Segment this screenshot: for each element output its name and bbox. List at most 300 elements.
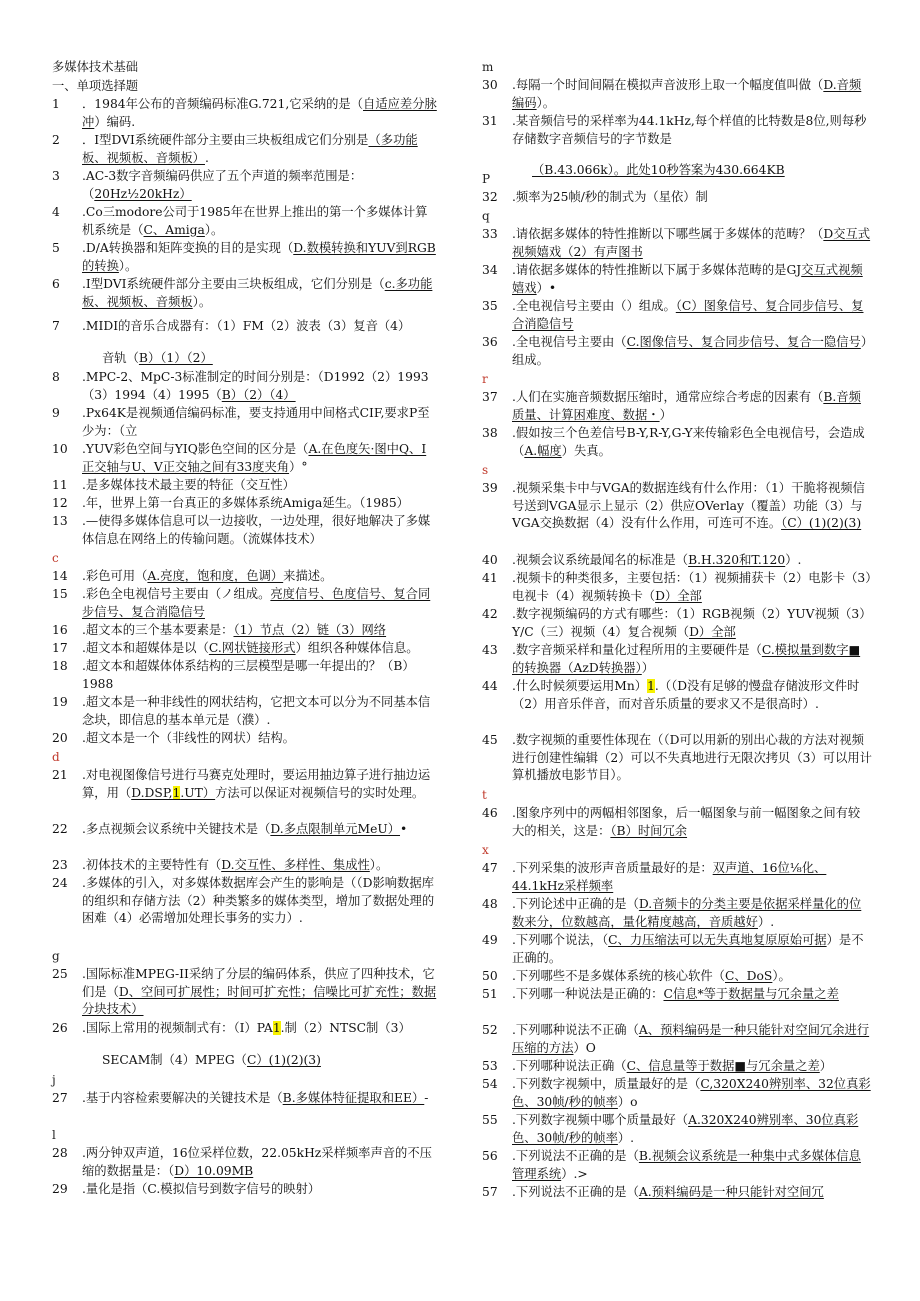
question-body — [82, 1090, 438, 1108]
question-number: 3 — [52, 169, 60, 183]
question-text: .AC-3数字音频编码供应了五个声道的频率范围是：（ — [82, 169, 363, 201]
question-number: 40 — [482, 553, 498, 567]
question-text: .多点视频会议系统中关键技术是（ — [82, 822, 271, 836]
question-body — [82, 694, 438, 729]
question-text: .超文本和超媒体是以（ — [82, 641, 209, 655]
question-body — [512, 1148, 872, 1183]
answer-text: 亮度信号、色度信号、复合同步信号、复合消隐信号 — [82, 587, 431, 619]
answer-text: （C）图象信号、复合同步信号、复合消隐信号 — [512, 299, 864, 331]
answer-text: 双声道、16位⅛化、44.1kHz采样频率 — [512, 861, 827, 893]
question-body — [82, 1145, 438, 1180]
index-letter: x — [482, 843, 489, 857]
answer-text: （B）时间冗余 — [610, 823, 688, 838]
question-body — [82, 405, 438, 440]
question-text: .视频会议系统最闻名的标准是（ — [512, 553, 689, 567]
question-number: 4 — [52, 205, 60, 219]
question-item — [482, 642, 872, 678]
question-item — [52, 477, 438, 495]
question-item — [52, 694, 438, 730]
question-number: 54 — [482, 1077, 498, 1091]
question-number: 24 — [52, 876, 68, 890]
question-body — [512, 1058, 872, 1076]
question-number: 32 — [482, 190, 498, 204]
question-item — [52, 658, 438, 694]
index-letter: m — [482, 60, 494, 74]
answer-text: D.音频编码 — [512, 78, 862, 110]
index-letter: q — [482, 209, 490, 223]
question-text: .基于内容检索要解决的关键技术是（ — [82, 1091, 283, 1105]
question-item — [52, 821, 438, 857]
question-item — [52, 204, 438, 240]
question-text: .Co三modore公司于1985年在世界上推出的第一个多媒体计算机系统是（ — [82, 205, 428, 237]
question-item — [52, 495, 438, 513]
answer-text: D.交互性、多样性、集成性 — [221, 858, 370, 872]
question-item — [52, 586, 438, 622]
question-text: ）O — [573, 1040, 596, 1055]
question-text: .初体技术的主要特性有（ — [82, 858, 222, 872]
question-text: - — [424, 1091, 429, 1105]
question-item — [52, 132, 438, 168]
answer-text: .UT） — [180, 785, 216, 800]
question-number: 5 — [52, 241, 60, 255]
question-text: ）. — [785, 553, 802, 567]
question-number: 22 — [52, 822, 68, 836]
question-body — [512, 642, 872, 677]
question-number: 36 — [482, 335, 498, 349]
question-item — [482, 805, 872, 841]
answer-text: A.预料编码是一种只能针对空间冗 — [638, 1185, 824, 1199]
question-item — [482, 262, 872, 298]
question-body — [82, 658, 438, 693]
answer-text: D.音频卡的分类主要是依据采样量化的位数来分，位数越高，量化精度越高，音质越好 — [512, 897, 862, 929]
question-number: 45 — [482, 733, 498, 747]
question-body — [82, 369, 438, 404]
question-body — [512, 425, 872, 460]
question-text: .下列哪种说法正确（ — [512, 1059, 627, 1073]
index-letter: g — [52, 949, 60, 963]
question-text: ） — [659, 407, 672, 422]
answer-text: C、Amiga — [143, 222, 205, 237]
question-body — [512, 262, 872, 297]
question-item — [482, 1112, 872, 1148]
question-number: 37 — [482, 390, 498, 404]
question-text: ）. — [757, 914, 775, 929]
question-number: 49 — [482, 933, 498, 947]
question-body — [512, 389, 872, 424]
question-item — [52, 369, 438, 405]
answer-text: A.320X240辨别率、30位真彩色、30帧/秒的帧率 — [512, 1113, 859, 1145]
question-item — [482, 77, 872, 113]
question-text: .两分钟双声道，16位采样位数，22.05kHz采样频率声音的不压缩的数据量是：（ — [82, 1146, 432, 1178]
question-item — [52, 168, 438, 204]
question-text: .图象序列中的两幅相邻图象，后一幅图象与前一幅图象之间有较大的相关，这是： — [512, 806, 861, 838]
question-text: .人们在实施音频数据压缩时，通常应综合考虑的因素有（ — [512, 390, 824, 404]
document-title: 多媒体技术基础 — [52, 60, 139, 74]
question-text: .什么时候须要运用Mn） — [512, 679, 648, 693]
question-number: 53 — [482, 1059, 498, 1073]
question-text: ）.> — [561, 1166, 588, 1181]
question-text: .假如按三个色差信号B-Y,R-Y,G-Y来传输彩色全电视信号，会造成（ — [512, 426, 865, 458]
question-item — [482, 552, 872, 570]
question-body — [512, 298, 872, 333]
question-body — [512, 805, 872, 840]
answer-text: C.图像信号、复合同步信号、复合一隐信号 — [626, 335, 861, 349]
question-item — [52, 568, 438, 586]
answer-text: D）10.09MB — [174, 1163, 254, 1178]
question-text: SECAM制（4）MPEG（ — [102, 1052, 247, 1067]
question-text: .多媒体的引入，对多媒体数据库会产生的影响是（（D影响数据库的组织和存储方法（2）种类繁多的媒体类型，增加了数据处理的困难（4）必需增加处理长事务的实力）. — [82, 876, 435, 925]
question-text: .超文本和超媒体体系结构的三层模型是哪一年提出的？（B）1988 — [82, 659, 415, 691]
section-heading: 一、单项选择题 — [52, 79, 139, 93]
question-number: 55 — [482, 1113, 498, 1127]
question-body — [512, 1022, 872, 1057]
question-text: ） — [819, 1059, 833, 1073]
answer-text: C、信息量等于数据■与冗余量之差 — [626, 1059, 820, 1073]
question-body — [512, 606, 872, 641]
question-number: 33 — [482, 227, 498, 241]
question-body — [82, 318, 438, 336]
question-text: .D/A转换器和矩阵变换的目的是实现（ — [82, 241, 294, 255]
question-body-continued — [82, 1052, 438, 1070]
question-number: 12 — [52, 496, 68, 510]
question-body — [512, 226, 872, 261]
question-body — [512, 189, 872, 207]
question-text: .请依据多媒体的特性推断以下属于多媒体范畴的是GJ — [512, 263, 802, 277]
index-letter: c — [52, 551, 59, 565]
question-text: .全电视信号主要由（ — [512, 335, 627, 349]
question-number: 25 — [52, 967, 68, 981]
answer-text: B.H.320和T.120 — [688, 553, 786, 567]
answer-text: （多功能板、视频板、音频板） — [82, 133, 418, 165]
answer-text: D、空间可扩展性；时间可扩充性；信噪比可扩充性；数据分块技术） — [82, 984, 437, 1016]
question-text: 音轨（ — [102, 350, 139, 365]
question-number: 57 — [482, 1185, 498, 1199]
question-text: .MIDI的音乐合成器有：（1）FM（2）波表（3）复音（4） — [82, 319, 411, 333]
question-text: ）。 — [118, 258, 138, 273]
question-text: .下列哪个说法，（ — [512, 933, 609, 947]
answer-text: 交互式视频嬉戏 — [512, 263, 863, 295]
question-text: ）° — [289, 459, 308, 474]
question-item — [52, 857, 438, 875]
right-column — [482, 58, 872, 1202]
question-text: .年，世界上第一台真正的多媒体系统Amiga延生。（1985） — [82, 496, 409, 510]
question-text: ）失真。 — [561, 443, 611, 458]
question-body — [82, 640, 438, 658]
question-body — [82, 966, 438, 1019]
question-body-continued — [512, 162, 872, 180]
question-body — [512, 1076, 872, 1111]
question-number: 42 — [482, 607, 498, 621]
question-body — [82, 441, 438, 476]
question-item — [52, 240, 438, 276]
question-number: 10 — [52, 442, 68, 456]
question-item — [52, 513, 438, 549]
left-column — [52, 58, 438, 1199]
question-text: .下列哪些不是多媒体系统的核心软件（ — [512, 969, 725, 983]
question-number: 23 — [52, 858, 68, 872]
question-text: .MPC-2、MpC-3标准制定的时间分别是：（D1992（2）1993（3）1994（4）1995（ — [82, 370, 429, 402]
answer-text: C,320X240辨别率、32位真彩色、30帧/秒的帧率 — [512, 1077, 871, 1109]
question-body — [82, 96, 438, 131]
index-letter: t — [482, 788, 487, 802]
question-item — [482, 389, 872, 425]
question-item — [482, 732, 872, 786]
answer-text: C、DoS — [724, 969, 773, 983]
index-letter: l — [52, 1128, 56, 1142]
question-number: 19 — [52, 695, 68, 709]
question-text: .下列哪种说法不正确（ — [512, 1023, 639, 1037]
question-body — [82, 622, 438, 640]
question-text: ）是不正确的。 — [512, 933, 864, 965]
question-body — [82, 857, 438, 875]
answer-text: （1）节点（2）链（3）网络 — [233, 623, 387, 637]
question-number: 56 — [482, 1149, 498, 1163]
question-item — [482, 896, 872, 932]
question-text: .下列数字视频中，质量最好的是（ — [512, 1077, 701, 1091]
question-number: 20 — [52, 731, 68, 745]
answer-text: D）全部 — [655, 588, 702, 603]
answer-text: A.亮度，饱和度，色调） — [147, 569, 284, 583]
question-item — [482, 480, 872, 552]
question-item — [52, 622, 438, 640]
question-text: .YUV彩色空间与YIQ影色空间的区分是（ — [82, 442, 309, 456]
question-text: ）。 — [772, 969, 791, 983]
index-letter: d — [52, 750, 60, 764]
question-item — [52, 1020, 438, 1071]
question-body — [82, 495, 438, 513]
question-text: .制（2）NTSC制（3） — [280, 1021, 411, 1035]
question-item — [482, 860, 872, 896]
question-body — [512, 113, 872, 148]
question-item — [482, 986, 872, 1022]
question-text: . — [204, 150, 209, 165]
answer-text: D.数模转换和YUV到RGB的转换 — [82, 241, 436, 273]
question-item — [52, 1090, 438, 1126]
question-text: ）组成。 — [512, 335, 867, 367]
question-body — [82, 568, 438, 586]
question-text: .对电视图像信号进行马赛克处理时，要运用抽边算子进行抽边运算，用（ — [82, 768, 431, 800]
question-body — [512, 968, 872, 986]
question-body — [82, 875, 438, 928]
question-number: 15 — [52, 587, 68, 601]
question-item — [52, 276, 438, 318]
question-text: .数字视频编码的方式有哪些：（1）RGB视频（2）YUV视频（3）Y/C（三）视频（4）复合视频（ — [512, 607, 872, 639]
question-text: .数字视频的重要性体现在（（D可以用新的别出心裁的方法对视频进行创建性编辑（2）可以不失真地进行无限次拷贝（3）可以用计算机播放电影节目）。 — [512, 733, 872, 782]
question-number: 31 — [482, 114, 498, 128]
question-body — [82, 132, 438, 167]
question-text: .国际标准MPEG-II采纳了分层的编码体系，供应了四种技术，它们是（ — [82, 967, 435, 999]
question-text: .（（D没有足够的慢盘存储波形文件时（2）用音乐伴音，而对音乐质量的要求又不是很高时）. — [512, 679, 860, 711]
answer-text: D.DSP, — [131, 785, 173, 800]
question-body — [512, 77, 872, 112]
answer-text: C.模拟量到数字■的转换器（AzD转换器） — [512, 643, 861, 675]
answer-text: C信息*等于数据量与冗余量之差 — [663, 987, 839, 1001]
question-text: ）• — [536, 280, 557, 295]
question-text: • — [400, 822, 408, 836]
question-number: 26 — [52, 1021, 68, 1035]
answer-text: （C）(1)(2)(3) — [781, 516, 862, 530]
question-number: 28 — [52, 1146, 68, 1160]
question-item — [52, 318, 438, 369]
question-text: .量化是指（C.模拟信号到数字信号的映射） — [82, 1182, 321, 1196]
answer-text: 20Hz½20kHz） — [94, 186, 192, 201]
question-body — [82, 204, 438, 239]
question-body — [512, 860, 872, 895]
question-body-continued — [82, 350, 438, 368]
question-body — [82, 240, 438, 275]
question-item — [482, 570, 872, 606]
question-text: .国际上常用的视频制式有：（I）PA — [82, 1021, 273, 1035]
answer-text: B）（1）（2） — [138, 350, 213, 365]
question-text: .某音频信号的采样率为44.1kHz,每个样值的比特数是8位,则每秒存储数字音频信号的字节数是 — [512, 114, 867, 146]
question-number: 9 — [52, 406, 60, 420]
question-number: 51 — [482, 987, 498, 1001]
index-letter: s — [482, 463, 489, 477]
question-text: .数字音频采样和量化过程所用的主要硬件是（ — [512, 643, 762, 657]
question-item — [482, 606, 872, 642]
question-number: 52 — [482, 1023, 498, 1037]
question-item — [52, 767, 438, 821]
question-number: 39 — [482, 481, 498, 495]
answer-text: B）（2）（4） — [221, 387, 296, 402]
question-number: 16 — [52, 623, 68, 637]
answer-text: B.音频质量、计算困难度、数据・ — [512, 390, 861, 422]
question-text: ）。 — [204, 222, 224, 237]
answer-text: B.视频会议系统是一种集中式多媒体信息管理系统 — [512, 1149, 861, 1181]
question-text: .下列说法不正确的是（ — [512, 1149, 639, 1163]
question-number: 43 — [482, 643, 498, 657]
highlight-text: 1 — [647, 679, 655, 693]
question-number: 34 — [482, 263, 498, 277]
question-text: .Px64K是视频通信编码标准，要支持通用中间格式CIF,要求P至少为：（立 — [82, 406, 430, 438]
question-body — [512, 896, 872, 931]
question-text: .下列采集的波形声音质量最好的是： — [512, 861, 713, 875]
question-number: 13 — [52, 514, 68, 528]
answer-text: B.多媒体特征提取和EE） — [282, 1091, 425, 1105]
question-text: .频率为25帧/秒的制式为（星依）制 — [512, 190, 708, 204]
answer-text: D.多点限制单元MeU） — [270, 822, 401, 836]
question-body — [512, 480, 872, 533]
question-text: .I型DVI系统硬件部分主要由三块板组成，它们分别是（ — [82, 277, 385, 291]
question-text: 方法可以保证对视频信号的实时处理。 — [215, 785, 425, 800]
question-item — [482, 1148, 872, 1184]
question-item — [482, 113, 872, 177]
question-number: 7 — [52, 319, 60, 333]
question-body — [82, 276, 438, 311]
question-text: .下列数字视频中哪个质量最好（ — [512, 1113, 689, 1127]
question-item — [52, 96, 438, 132]
question-text: .超文本的三个基本要素是： — [82, 623, 234, 637]
question-text: ）. — [617, 1130, 635, 1145]
question-number: 2 — [52, 133, 60, 147]
answer-text: 自适应差分脉冲 — [82, 97, 437, 129]
question-number: 41 — [482, 571, 498, 585]
question-body — [82, 1181, 438, 1199]
question-body — [82, 477, 438, 495]
question-text: .彩色全电视信号主要由（ノ组成。 — [82, 587, 271, 601]
question-item — [482, 226, 872, 262]
question-body — [82, 1020, 438, 1038]
question-number: 48 — [482, 897, 498, 911]
question-item — [52, 730, 438, 748]
question-item — [482, 932, 872, 968]
question-text: .超文本是一种非线性的网状结构，它把文本可以分为不同基本信念块，即信息的基本单元是（濮）. — [82, 695, 431, 727]
question-item — [52, 1181, 438, 1199]
question-item — [482, 298, 872, 334]
question-text: .超文本是一个（非线性的网状）结构。 — [82, 731, 295, 745]
question-number: 38 — [482, 426, 498, 440]
question-body — [512, 732, 872, 785]
question-text: ．1984年公布的音频编码标准G.721,它采纳的是（ — [82, 97, 364, 111]
question-item — [52, 1145, 438, 1181]
question-body — [82, 168, 438, 203]
answer-text: A.在色度矢·图中Q、I正交轴与U、V正交轴之间有33度夹角 — [82, 442, 427, 474]
question-body — [82, 767, 438, 802]
question-item — [52, 640, 438, 658]
question-number: 44 — [482, 679, 498, 693]
question-body — [512, 932, 872, 967]
answer-text: C.网状链接形式 — [208, 641, 296, 655]
question-text: .视频采集卡中与VGA的数据连线有什么作用：（1）干脆将视频信号送到VGA显示上显示（2）供应OVerlay（覆盖）功能（3）与VGA交换数据（4）没有什么作用，可连可不连。 — [512, 481, 865, 530]
question-text: ）。 — [536, 95, 556, 110]
question-text: .下列论述中正确的是（ — [512, 897, 639, 911]
question-text: .视频卡的种类很多，主要包括：（1）视频捕获卡（2）电影卡（3）电视卡（4）视频转换卡（ — [512, 571, 872, 603]
question-body — [82, 730, 438, 748]
question-body — [82, 821, 438, 839]
question-text: .下列说法不正确的是（ — [512, 1185, 639, 1199]
question-body — [82, 586, 438, 621]
question-number: 30 — [482, 78, 498, 92]
question-item — [482, 189, 872, 207]
question-body — [82, 513, 438, 548]
answer-text: A、预料编码是一种只能针对空间冗余进行压缩的方法 — [512, 1023, 870, 1055]
question-body — [512, 1184, 872, 1202]
answer-text: D交互式视频嬉戏（2）有声图书 — [512, 227, 871, 259]
question-body — [512, 986, 872, 1004]
answer-text: A.幅度 — [524, 443, 562, 458]
question-body — [512, 570, 872, 605]
index-letter: j — [52, 1073, 56, 1087]
question-text: ）编码. — [94, 114, 136, 129]
question-body — [512, 552, 872, 570]
question-text: ） — [641, 660, 655, 675]
index-letter: r — [482, 372, 488, 386]
answer-text: c.多功能板、视频板、音频板 — [82, 277, 433, 309]
question-number: 8 — [52, 370, 60, 384]
question-item — [52, 405, 438, 441]
question-item — [482, 334, 872, 370]
question-item — [52, 966, 438, 1020]
question-text: .是多媒体技术最主要的特征（交互性） — [82, 478, 295, 492]
question-text: ）。 — [369, 858, 389, 872]
question-text: .请依据多媒体的特性推断以下哪些属于多媒体的范畴？（ — [512, 227, 824, 241]
question-item — [482, 1184, 872, 1202]
question-number: 21 — [52, 768, 68, 782]
question-number: 14 — [52, 569, 68, 583]
question-item — [482, 678, 872, 732]
question-text: ）o — [617, 1094, 638, 1109]
question-number: 18 — [52, 659, 68, 673]
question-number: 47 — [482, 861, 498, 875]
question-text: ）组织各种媒体信息。 — [295, 641, 419, 655]
question-item — [482, 1022, 872, 1058]
question-text: .—使得多媒体信息可以一边接收，一边处理，很好地解决了多媒体信息在网络上的传输问题。（流媒体技术） — [82, 514, 431, 546]
question-text: .每隔一个时间间隔在模拟声音波形上取一个幅度值叫做（ — [512, 78, 824, 92]
question-item — [482, 968, 872, 986]
question-text: ．I型DVI系统硬件部分主要由三块板组成它们分别是 — [82, 133, 369, 147]
question-body — [512, 678, 872, 713]
highlight-text: 1 — [272, 1021, 281, 1035]
